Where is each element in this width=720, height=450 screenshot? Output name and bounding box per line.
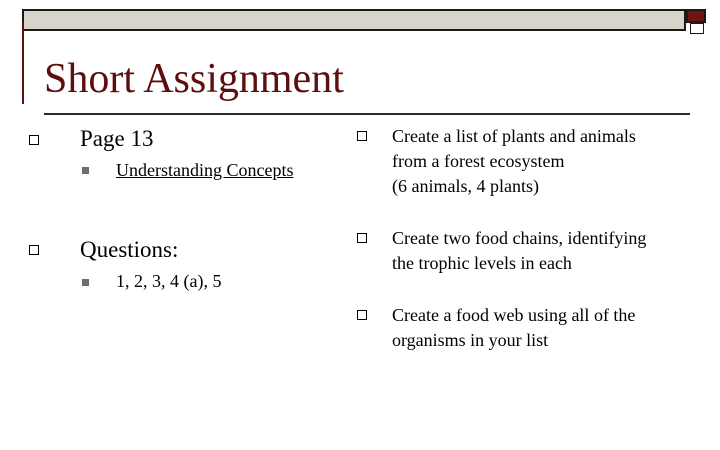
- left-item-page: Page 13: [80, 126, 154, 151]
- corner-square-light: [690, 23, 704, 34]
- left-subitem-question-numbers: 1, 2, 3, 4 (a), 5: [116, 271, 222, 291]
- right-item-3-line-1: Create a food web using all of the: [392, 305, 636, 325]
- right-item-2-line-2: the trophic levels in each: [392, 253, 572, 273]
- right-item-3: [392, 303, 635, 353]
- left-item-questions: Questions:: [80, 237, 179, 262]
- left-vertical-rule: [22, 22, 24, 104]
- right-item-2: [392, 226, 646, 276]
- corner-squares-decor: [686, 9, 706, 33]
- right-item-1: [392, 124, 636, 199]
- square-bullet-icon: [357, 131, 367, 141]
- title-underline-rule: [44, 113, 690, 115]
- right-item-1-line-1: Create a list of plants and animals: [392, 126, 636, 146]
- corner-square-dark: [686, 9, 706, 23]
- right-item-2-line-1: Create two food chains, identifying: [392, 228, 647, 248]
- left-subitem-understanding[interactable]: Understanding Concepts: [116, 160, 294, 180]
- square-bullet-icon: [29, 135, 39, 145]
- square-bullet-icon: [29, 245, 39, 255]
- small-square-bullet-icon: [82, 279, 89, 286]
- right-item-1-line-2: from a forest ecosystem: [392, 151, 565, 171]
- right-item-3-line-2: organisms in your list: [392, 330, 549, 350]
- right-item-1-line-3: (6 animals, 4 plants): [392, 176, 539, 196]
- slide-title: Short Assignment: [44, 56, 344, 102]
- small-square-bullet-icon: [82, 167, 89, 174]
- square-bullet-icon: [357, 310, 367, 320]
- top-decor-bar: [22, 9, 686, 31]
- square-bullet-icon: [357, 233, 367, 243]
